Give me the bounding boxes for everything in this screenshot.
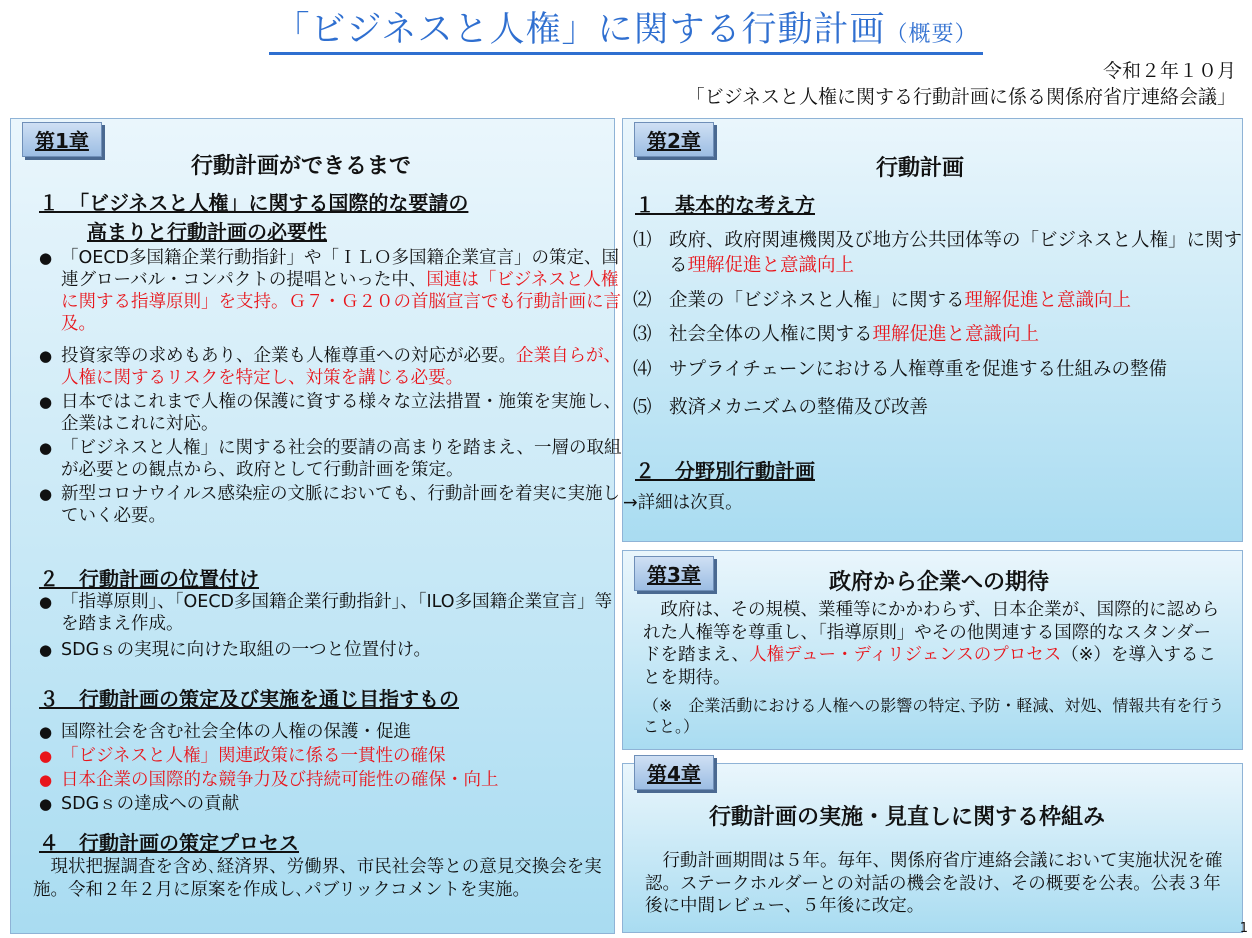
organization-text: 「ビジネスと人権に関する行動計画に係る関係府省庁連絡会議」 [685,86,1236,108]
ch1-sec2-bullet-1: ● 「指導原則」、「OECD多国籍企業行動指針」、「ILO多国籍企業宣言」等を踏まえ作成。 [39,591,629,635]
ch1-bullet-2: ● 投資家等の求めもあり、企業も人権尊重への対応が必要。企業自らが、人権に関するリスクを特定し、対策を講じる必要。 [39,345,629,389]
ch1-sec3-bullet-3: ● 日本企業の国際的な競争力及び持続可能性の確保・向上 [39,769,629,791]
title-main: 「ビジネスと人権」に関する行動計画 [274,10,886,50]
ch1-sec2-heading: ２ 行動計画の位置付け [39,567,259,591]
chapter3-tag: 第3章 [634,556,714,591]
page-title [0,2,1252,52]
ch1-bullet-1: ● 「OECD多国籍企業行動指針」や「ＩＬＯ多国籍企業宣言」の策定、国連グローバル・コンパクトの提唱といった中、国連は「ビジネスと人権に関する指導原則」を支持。Ｇ７・Ｇ２０の首脳宣言でも行動計画に言及。 [39,247,629,335]
chapter4-panel [622,763,1243,933]
ch1-sec3-bullet-1: ● 国際社会を含む社会全体の人権の保護・促進 [39,721,629,743]
ch2-sec2-text: →詳細は次頁。 [623,493,743,513]
ch1-bullet-4: ● 「ビジネスと人権」に関する社会的要請の高まりを踏まえ、一層の取組が必要との観点から、政府として行動計画を策定。 [39,437,629,481]
page-number: 1 [1239,921,1248,936]
chapter2-panel [622,118,1243,542]
ch1-sec4-text: 現状把握調査を含め､経済界、労働界、市民社会等との意見交換会を実施。令和２年２月に原案を作成し､パブリックコメントを実施。 [33,857,602,900]
ch4-text: 行動計画期間は５年。毎年、関係府省庁連絡会議において実施状況を確認。ステークホルダーとの対話の機会を設け、その概要を公表。公表３年後に中間レビュー、５年後に改定。 [645,851,1223,916]
ch2-sec1-heading: １ 基本的な考え方 [635,193,815,217]
ch3-text: 政府は、その規模、業種等にかかわらず、日本企業が、国際的に認められた人権等を尊重し、「指導原則」やその他関連する国際的なスタンダードを踏まえ、人権デュー・ディリジェンスのプロセス（※）を導入することを期待。 [643,600,1220,688]
ch1-bullet-5: ● 新型コロナウイルス感染症の文脈においても、行動計画を着実に実施していく必要。 [39,483,629,527]
chapter3-panel [622,550,1243,750]
ch1-sec1-heading-2: 高まりと行動計画の必要性 [87,220,327,244]
ch3-note: （※ 企業活動における人権への影響の特定､予防・軽減、対処、情報共有を行うこと。） [643,696,1225,736]
date-text: 令和２年１０月 [1102,60,1236,82]
ch2-sec2-heading: ２ 分野別行動計画 [635,459,815,483]
ch2-item-5: ⑸ 救済メカニズムの整備及び改善 [633,397,929,418]
chapter4-tag: 第4章 [634,755,714,790]
ch1-sec2-bullet-2: ● SDGｓの実現に向けた取組の一つと位置付け。 [39,639,629,661]
chapter2-tag: 第2章 [634,122,714,157]
chapter3-title: 政府から企業への期待 [829,570,1050,595]
chapter2-title: 行動計画 [876,156,965,181]
chapter4-title: 行動計画の実施・見直しに関する枠組み [709,805,1106,830]
chapter1-title: 行動計画ができるまで [191,154,412,179]
ch1-sec3-bullet-2: ● 「ビジネスと人権」関連政策に係る一貫性の確保 [39,745,629,767]
ch2-item-1: ⑴ 政府、政府関連機関及び地方公共団体等の「ビジネスと人権」に関する理解促進と意識向上 [633,230,1242,276]
chapter1-panel [10,118,622,934]
ch1-bullet-3: ● 日本ではこれまで人権の保護に資する様々な立法措置・施策を実施し、企業はこれに対応。 [39,391,629,435]
title-suffix: （概要） [885,22,978,47]
ch1-sec3-bullet-4: ● SDGｓの達成への貢献 [39,793,629,815]
ch1-sec4-heading: ４ 行動計画の策定プロセス [39,831,299,855]
ch1-sec1-heading-1: １ 「ビジネスと人権」に関する国際的な要請の [39,191,469,215]
ch1-sec3-heading: ３ 行動計画の策定及び実施を通じ目指すもの [39,687,459,711]
chapter1-tag: 第1章 [22,122,102,157]
ch2-item-3: ⑶ 社会全体の人権に関する理解促進と意識向上 [633,324,1040,345]
ch2-item-2: ⑵ 企業の「ビジネスと人権」に関する理解促進と意識向上 [633,290,1131,311]
ch2-item-4: ⑷ サプライチェーンにおける人権尊重を促進する仕組みの整備 [633,359,1168,380]
